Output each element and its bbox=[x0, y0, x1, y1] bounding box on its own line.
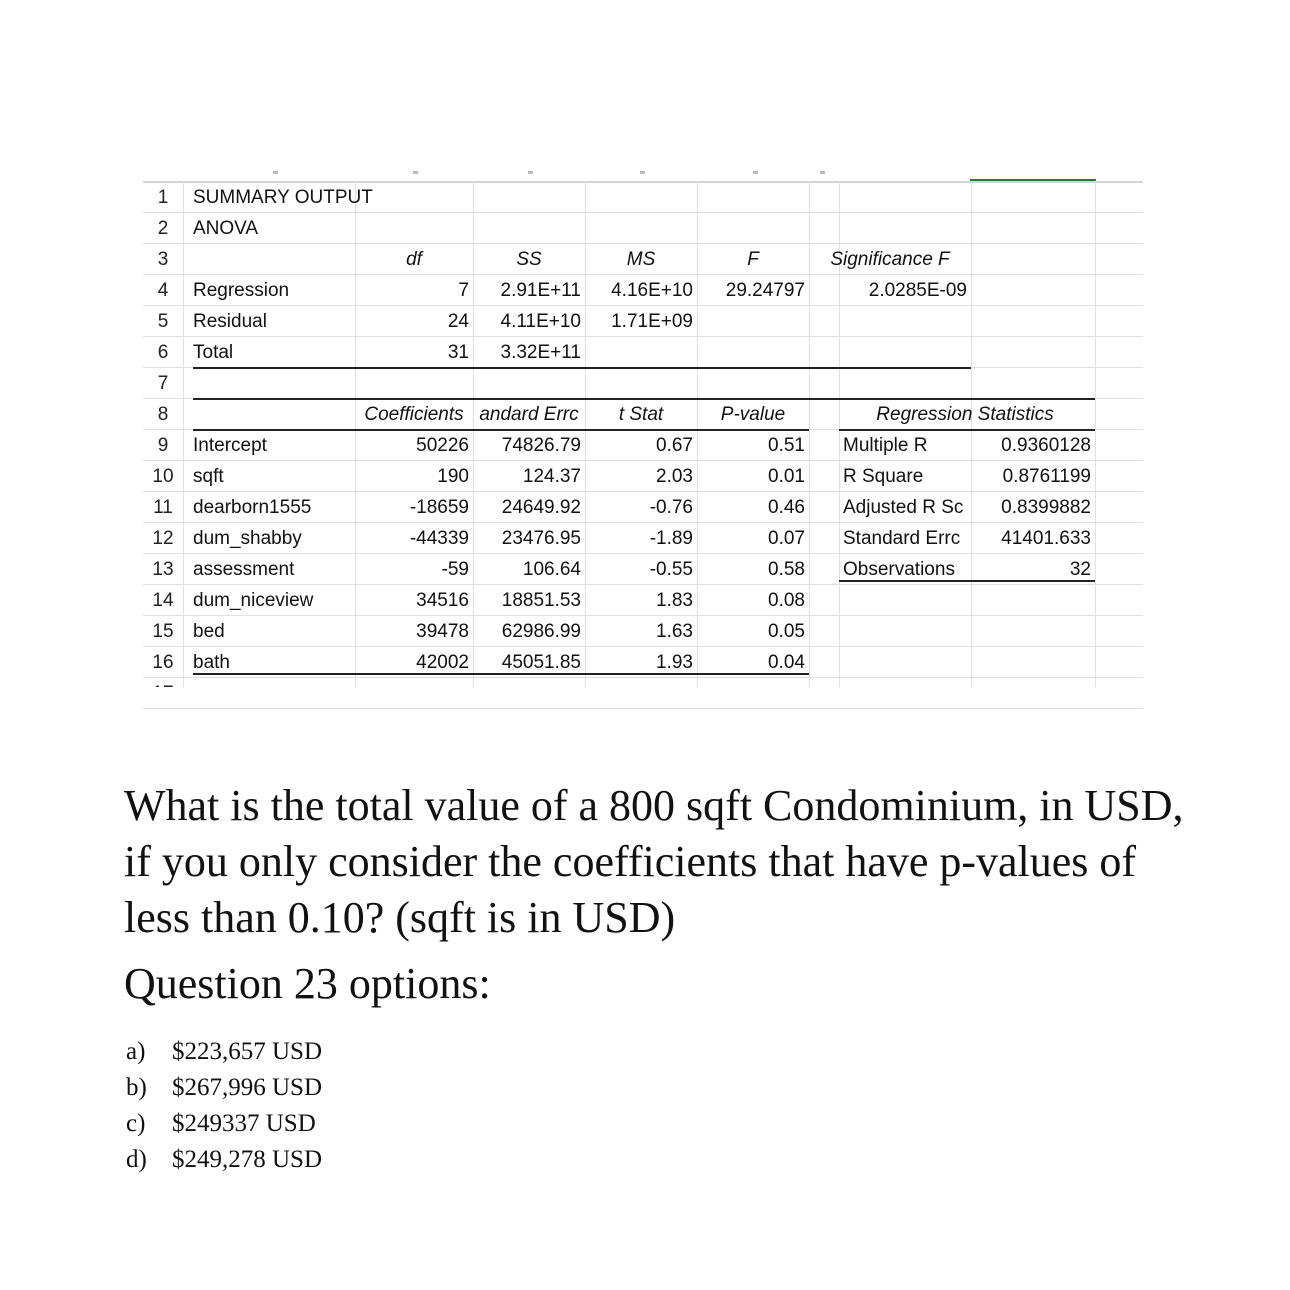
regstats-bottom-border bbox=[839, 580, 1095, 582]
gridline bbox=[143, 708, 1143, 709]
anova-cell: 3.32E+11 bbox=[500, 342, 581, 363]
coef-header-t-stat: t Stat bbox=[618, 404, 664, 425]
coef-t-stat: 0.67 bbox=[656, 435, 693, 456]
regstat-value: 0.8761199 bbox=[1002, 466, 1091, 487]
regstats-top-border bbox=[839, 398, 1095, 400]
anova-cell: 31 bbox=[447, 342, 469, 363]
row-number: 3 bbox=[157, 249, 169, 270]
regstat-label: Multiple R bbox=[843, 435, 928, 456]
row-number: 12 bbox=[152, 528, 174, 549]
row-number: 8 bbox=[157, 404, 169, 425]
coef-standard-error: 18851.53 bbox=[501, 590, 581, 611]
answer-options bbox=[126, 1034, 322, 1178]
option-label: a) bbox=[126, 1038, 146, 1065]
coef-standard-error: 74826.79 bbox=[501, 435, 581, 456]
row-number: 14 bbox=[152, 590, 174, 611]
regstat-value: 32 bbox=[1069, 559, 1091, 580]
row-number: 1 bbox=[157, 187, 169, 208]
anova-cell: 4.16E+10 bbox=[611, 280, 693, 301]
spreadsheet bbox=[143, 172, 1143, 696]
row-number: 5 bbox=[157, 311, 169, 332]
regstat-label: R Square bbox=[843, 466, 924, 487]
row-number: 15 bbox=[152, 621, 174, 642]
coef-value: -44339 bbox=[409, 528, 469, 549]
coef-variable-name: dearborn1555 bbox=[193, 497, 312, 518]
option-label: b) bbox=[126, 1074, 147, 1101]
anova-cell: 4.11E+10 bbox=[500, 311, 581, 332]
coef-standard-error: 106.64 bbox=[522, 559, 581, 580]
row-number: 2 bbox=[157, 218, 169, 239]
coef-variable-name: sqft bbox=[193, 466, 224, 487]
coef-variable-name: dum_niceview bbox=[193, 590, 314, 611]
regstat-value: 41401.633 bbox=[1001, 528, 1091, 549]
options-heading: Question 23 options: bbox=[124, 959, 491, 1008]
anova-header-ms: MS bbox=[626, 249, 656, 270]
option-b[interactable] bbox=[126, 1070, 322, 1106]
row-number: 7 bbox=[157, 373, 169, 394]
coef-standard-error: 45051.85 bbox=[501, 652, 581, 673]
anova-bottom-border bbox=[193, 367, 971, 369]
anova-cell: 2.91E+11 bbox=[500, 280, 581, 301]
regstat-label: Adjusted R Sc bbox=[843, 497, 964, 518]
option-text: $249,278 USD bbox=[172, 1146, 323, 1173]
row-number: 10 bbox=[152, 466, 174, 487]
coef-p-value: 0.08 bbox=[768, 590, 805, 611]
coef-p-value: 0.07 bbox=[768, 528, 805, 549]
anova-header-df: df bbox=[406, 249, 422, 270]
coef-header-coefficients: Coefficients bbox=[364, 404, 464, 425]
anova-cell: 29.24797 bbox=[725, 280, 805, 301]
coef-value: 190 bbox=[437, 466, 469, 487]
option-text: $249337 USD bbox=[172, 1110, 316, 1137]
anova-cell: 2.0285E-09 bbox=[868, 280, 967, 301]
coef-t-stat: -0.76 bbox=[649, 497, 693, 518]
coef-value: 50226 bbox=[416, 435, 469, 456]
option-c[interactable] bbox=[126, 1106, 322, 1142]
coef-value: 42002 bbox=[416, 652, 469, 673]
coef-variable-name: assessment bbox=[193, 559, 295, 580]
row-number: 11 bbox=[153, 497, 173, 518]
coef-p-value: 0.04 bbox=[768, 652, 805, 673]
coef-value: -18659 bbox=[409, 497, 469, 518]
anova-row-label: Total bbox=[193, 342, 234, 363]
row-number: 6 bbox=[157, 342, 169, 363]
coef-t-stat: 1.63 bbox=[656, 621, 693, 642]
regstats-header-bottom-border bbox=[839, 429, 1095, 431]
regstat-value: 0.8399882 bbox=[1001, 497, 1091, 518]
coef-t-stat: 2.03 bbox=[656, 466, 693, 487]
coef-bottom-border bbox=[193, 673, 809, 675]
coef-header-standard-error: andard Errc bbox=[479, 404, 579, 425]
coef-variable-name: Intercept bbox=[193, 435, 267, 456]
option-d[interactable] bbox=[126, 1142, 322, 1178]
summary-output-title: SUMMARY OUTPUT bbox=[193, 187, 373, 208]
coef-standard-error: 124.37 bbox=[522, 466, 581, 487]
regression-statistics-title: Regression Statistics bbox=[876, 404, 1054, 425]
option-text: $267,996 USD bbox=[172, 1074, 323, 1101]
coef-standard-error: 62986.99 bbox=[501, 621, 581, 642]
regstat-value: 0.9360128 bbox=[1001, 435, 1091, 456]
coef-header-bottom-border bbox=[193, 429, 809, 431]
selected-column-indicator bbox=[970, 172, 1096, 181]
anova-header-significance-f: Significance F bbox=[830, 249, 950, 270]
coef-p-value: 0.01 bbox=[768, 466, 805, 487]
coef-value: 39478 bbox=[416, 621, 469, 642]
anova-row-label: Regression bbox=[193, 280, 290, 301]
coef-p-value: 0.46 bbox=[768, 497, 805, 518]
row-number: 16 bbox=[152, 652, 174, 673]
coef-t-stat: -1.89 bbox=[649, 528, 693, 549]
coef-p-value: 0.58 bbox=[768, 559, 805, 580]
coef-variable-name: dum_shabby bbox=[193, 528, 302, 549]
option-a[interactable] bbox=[126, 1034, 322, 1070]
regstat-label: Observations bbox=[843, 559, 955, 580]
regstat-label: Standard Errc bbox=[843, 528, 961, 549]
coef-standard-error: 23476.95 bbox=[501, 528, 581, 549]
anova-cell: 1.71E+09 bbox=[611, 311, 693, 332]
question-text: What is the total value of a 800 sqft Condominium, in USD, if you only consider the coefficients that have p-values of less than 0.10? (sqft is in USD) bbox=[124, 781, 1184, 942]
anova-row-label: Residual bbox=[193, 311, 267, 332]
coef-t-stat: -0.55 bbox=[649, 559, 693, 580]
row-number: 13 bbox=[152, 559, 174, 580]
coef-value: -59 bbox=[441, 559, 469, 580]
coef-standard-error: 24649.92 bbox=[501, 497, 581, 518]
option-text: $223,657 USD bbox=[172, 1038, 323, 1065]
coef-header-p-value: P-value bbox=[720, 404, 786, 425]
coef-t-stat: 1.93 bbox=[656, 652, 693, 673]
coef-p-value: 0.05 bbox=[768, 621, 805, 642]
anova-header-ss: SS bbox=[516, 249, 542, 270]
gridline bbox=[183, 181, 184, 687]
anova-header-f: F bbox=[747, 249, 759, 270]
option-label: c) bbox=[126, 1110, 146, 1137]
row-number: 9 bbox=[157, 435, 169, 456]
coef-t-stat: 1.83 bbox=[656, 590, 693, 611]
row-number: 4 bbox=[157, 280, 169, 301]
option-label: d) bbox=[126, 1146, 147, 1173]
anova-cell: 24 bbox=[447, 311, 469, 332]
coef-value: 34516 bbox=[416, 590, 469, 611]
coef-variable-name: bed bbox=[193, 621, 225, 642]
anova-title: ANOVA bbox=[193, 218, 259, 239]
anova-cell: 7 bbox=[458, 280, 469, 301]
gridline bbox=[1095, 181, 1096, 687]
coef-variable-name: bath bbox=[193, 652, 230, 673]
coef-p-value: 0.51 bbox=[768, 435, 805, 456]
